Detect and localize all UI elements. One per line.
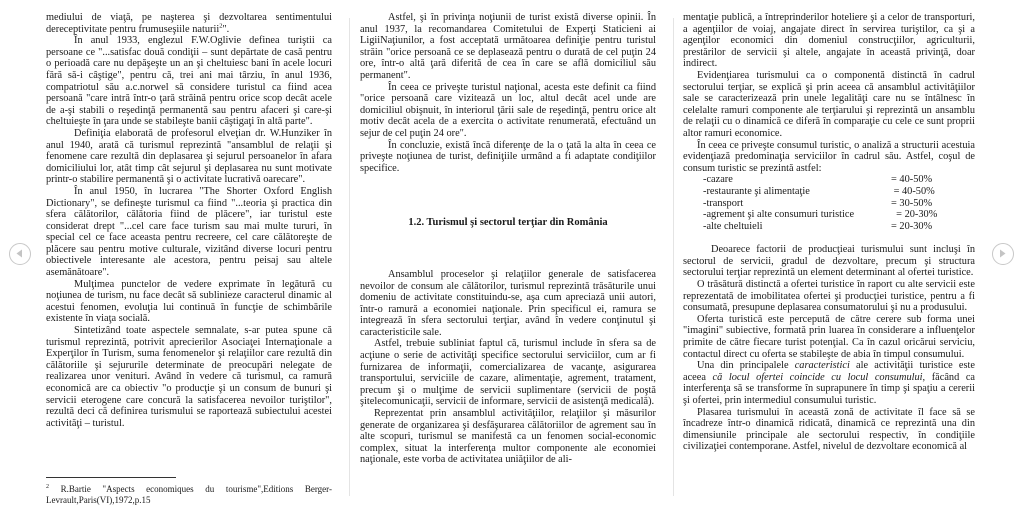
consumption-list [703,174,975,232]
page-divider [349,18,350,496]
list-item [703,198,975,210]
list-item-value: = 30-50% [891,197,933,209]
list-item-label: -restaurante şi alimentaţie [703,185,810,197]
list-item-label: -agrement şi alte consumuri turistice [703,209,855,221]
paragraph: În anul 1950, în lucrarea "The Shorter Oxford English Dictionary", se defineşte turismul ca fiind "...teoria şi practica din sfera călătorilor, călătoria fiind de plăcere", iar turistul este considerat drept "...cel care face turism sau mai multe tururi, în special cel ce face aceasta pentru recreere, cel care călătoreşte de plăcere sau pentru motive culturale, vizitând diverse locuri pentru obiectivele interesante ale acestora, pentru peisaj sau altele asemănătoare". [46,185,332,279]
paragraph: În anul 1933, englezul F.W.Oglivie definea turiştii ca persoane ce "...satisfac două condiţii – sunt depărtate de casă pentru o perioadă care nu depăşeşte un an şi cheltuiesc bani în acele locuri fără să-i câştige", pentru că, trei ani mai târziu, în anul 1936, compatriotul său a.c.norwel să considere turistul ca fiind acea persoană "care intră într-o ţară străină pentru orice scop decât acele de a-şi stabili o reşedinţă permanentă sau pentru afaceri şi care-şi cheltuieşte în ţara unde se stabileşte banii câştigaţi în altă parte". [46,35,332,128]
paragraph: Mulţimea punctelor de vedere exprimate în legătură cu noţiunea de turism, nu face decât să sublinieze caracterul dinamic al acestui fenomen, evoluţia lui continuă în funcţie de schimbările existente în viaţa socială. [46,278,332,325]
footnote-separator [46,477,176,478]
footnote-text: R.Bartie "Aspects economiques du tourisme",Editions Berger-Levrault,Paris(VI),1972,p.15 [46,484,332,506]
paragraph: Astfel, trebuie subliniat faptul că, turismul include în sfera sa de acţiune o serie de activităţi specifice sectorului serviciilor, cum ar fi furnizarea de informaţii, comercializarea de vacanţe, asigurarea transportului, serviciile de cazare, alimentaţie, agrement, tratament, precum şi o mulţime de servicii suplimentare (servicii de poştă şitelecomunicaţii, servicii de informare, servicii de asistenţă medicală). [360,338,656,408]
previous-page-button[interactable] [9,243,31,265]
list-item-value: = 40-50% [891,174,933,186]
footnote [46,484,332,506]
paragraph-text: mediului de viaţă, pe naşterea şi dezvoltarea sentimentului dereceptivitate pentru frumuseşiile naturii [46,12,332,35]
section-heading: 1.2. Turismul şi sectorul terţiar din România [408,217,608,229]
paragraph: Oferta turistică este percepută de către cerere sub forma unei "imagini" subiective, formată prin luarea în considerare a influenţelor primite de către fiecare turist potenţial. Ca în cazul oricărui serviciu, contactul direct cu oferta se stabileşte de abia în timpul consumului. [683,313,975,360]
paragraph [46,12,332,35]
emphasis-text: că locul ofertei coincide cu locul consumului [712,371,923,383]
paragraph: Ansamblul proceselor şi relaţiilor generale de satisfacerea nevoilor de consum ale călătorilor, turismul reprezintă trăsăturile unui domeniu de activitate constituindu-se, aşa cum apreciază unii autori, într-o ramură a economiei naţionale. Prin specificul ei, ramura se integrează în sfera sectorului terţiar, având în vedere conţinutul şi caracteristicile sale. [360,268,656,338]
emphasis-text: caracteristici [794,360,850,372]
list-item-label: -cazare [703,174,733,186]
paragraph-text: , făcând ca interferenţa să se transforme în suprapunere în timp şi spaţiu a cererii şi ofertei, prin intermediul consumului turistic. [683,371,976,406]
spacer [683,232,975,244]
next-page-button[interactable] [992,243,1014,265]
paragraph-text: Una din principalele [697,360,795,372]
footnote-reference: 2 [219,22,223,30]
paragraph: mentaţie publică, a întreprinderilor hoteliere şi a celor de transporturi, a agenţiilor de voiaj, angajate direct în servirea turiştilor, ca şi a agenţilor economici din domeniul construcţiilor, agriculturii, prestărilor de servicii şi altele, angajate în această privinţă, doar indirect. [683,12,975,70]
list-item-label: -transport [703,197,744,209]
paragraph: Deoarece factorii de producţieai turismului sunt incluşi în sectorul de servicii, gradul de dezvoltare, precum şi structura sectorului terţiar reprezintă un element determinant al ofertei turistice. [683,244,975,279]
paragraph-text: ale activităţii turistice este aceea [683,360,975,383]
paragraph: O trăsătură distinctă a ofertei turistice în raport cu alte servicii este reprezentată de imobilitatea ofertei şi producţiei turistice, pentru a fi consumată, presupune deplasarea consumatorului şi nu a produsului. [683,279,975,314]
triangle-right-icon [993,244,1012,263]
footnote-number: 2 [46,484,49,491]
paragraph: Astfel, şi în privinţa noţiunii de turist există diverse opinii. În anul 1937, la recomandarea Comitetului de Experţi Staticieni ai LigiiNaţiunilor, a fost acceptată următoarea definiţie pentru turistul străin "orice persoană ce se deplasează pentru o durată de cel puţin 24 ore, într-o altă ţară diferită de cea în care se află domiciliul său permanent". [360,12,656,81]
paragraph: Evidenţiarea turismului ca o componentă distinctă în cadrul sectorului terţiar, se explică şi prin aceea că ansamblul activităţiilor sale se caracterizează prin unele legalităţi care nu se întâlnesc în celelalte ramuri componente ale terţiarului şi reprezintă un ansamblu de relaţii cu o dinamică ce diferă în comparaţie cu cele ce sunt proprii altor ramuri economice. [683,69,975,139]
paragraph-text: ". [222,23,230,35]
paragraph [683,360,975,406]
page-divider [673,18,674,496]
page-middle [360,12,656,466]
paragraph: În ceea ce priveşte turistul naţional, acesta este definit ca fiind "orice persoană care vizitează un loc, altul decât acel unde are domiciliul obişnuit, în interiorul ţării sale de reşedinţă, pentru orice alt motiv decât acela de a exercita o activitate renumerată, efectuând un sejur de cel puţin 24 ore". [360,81,656,139]
paragraph: Reprezentat prin ansamblul activităţiilor, relaţiilor şi măsurilor generate de organizarea şi desfăşurarea călătoriilor de agrement sau în alte scopuri, turismul se manifestă ca un fenomen social-economic complex, situat la interferenţa multor componente ale economiei naţionale, este vorba de activitatea uniăţiilor de ali- [360,408,656,466]
list-item-value: = 20-30% [891,209,938,221]
list-item [703,221,975,233]
paragraph: Definiţia elaborată de profesorul elveţian dr. W.Hunziker în anul 1940, arată că turismul reprezintă "ansamblul de relaţii şi fenomene care rezultă din deplasarea şi sejurul persoanelor în afara domiciliului lor, atât timp cât sejurul şi deplasarea nu sunt motivate printr-o stabilire permanentă şi o activitate lucrativă oarecare". [46,127,332,186]
paragraph: Sintetizând toate aspectele semnalate, s-ar putea spune că turismul reprezintă, potrivit aprecierilor Asociaţei Internaţionale a Experţilor în Turism, suma fenomenelor şi relaţiilor care rezultă din călătoriile şi sejururile determinate de preocupări nelegate de realizarea unor venituri. Având în vedere că turismul, ca ramură economică are ca obiectiv "o producţie şi un consum de bunuri şi servicii eterogene care concură la satisfacerea nevoilor turiştilor", rezultă deci că definirea turismului se raportează subiectului acestei activităţi – turistul. [46,325,332,429]
list-item [703,186,975,198]
page-left [46,12,332,506]
triangle-left-icon [10,244,29,263]
paragraph: În ceea ce priveşte consumul turistic, o analiză a structurii acestuia evidenţiază predominaţia serviciilor în cadrul său. Astfel, coşul de consum turistic se prezintă astfel: [683,139,975,174]
list-item-label: -alte cheltuieli [703,220,763,232]
paragraph: Plasarea turismului în această zonă de activitate îl face să se încadreze într-o dinamică ridicată, dinamică ce reprezintă una din dimensiunile principale ale sectorului respectiv, în condiţiile civilizaţiei contemporane. Astfel, nivelul de dezvoltare economică al [683,406,975,453]
list-item-value: = 40-50% [891,185,935,197]
list-item-value: = 20-30% [891,220,933,232]
paragraph: În concluzie, există încă diferenţe de la o ţată la alta în ceea ce priveşte noţiunea de turist, definiţiile urmând a fi adaptate condiţiilor specifice. [360,139,656,174]
list-item [703,209,975,221]
page-right [683,12,975,453]
list-item [703,174,975,186]
